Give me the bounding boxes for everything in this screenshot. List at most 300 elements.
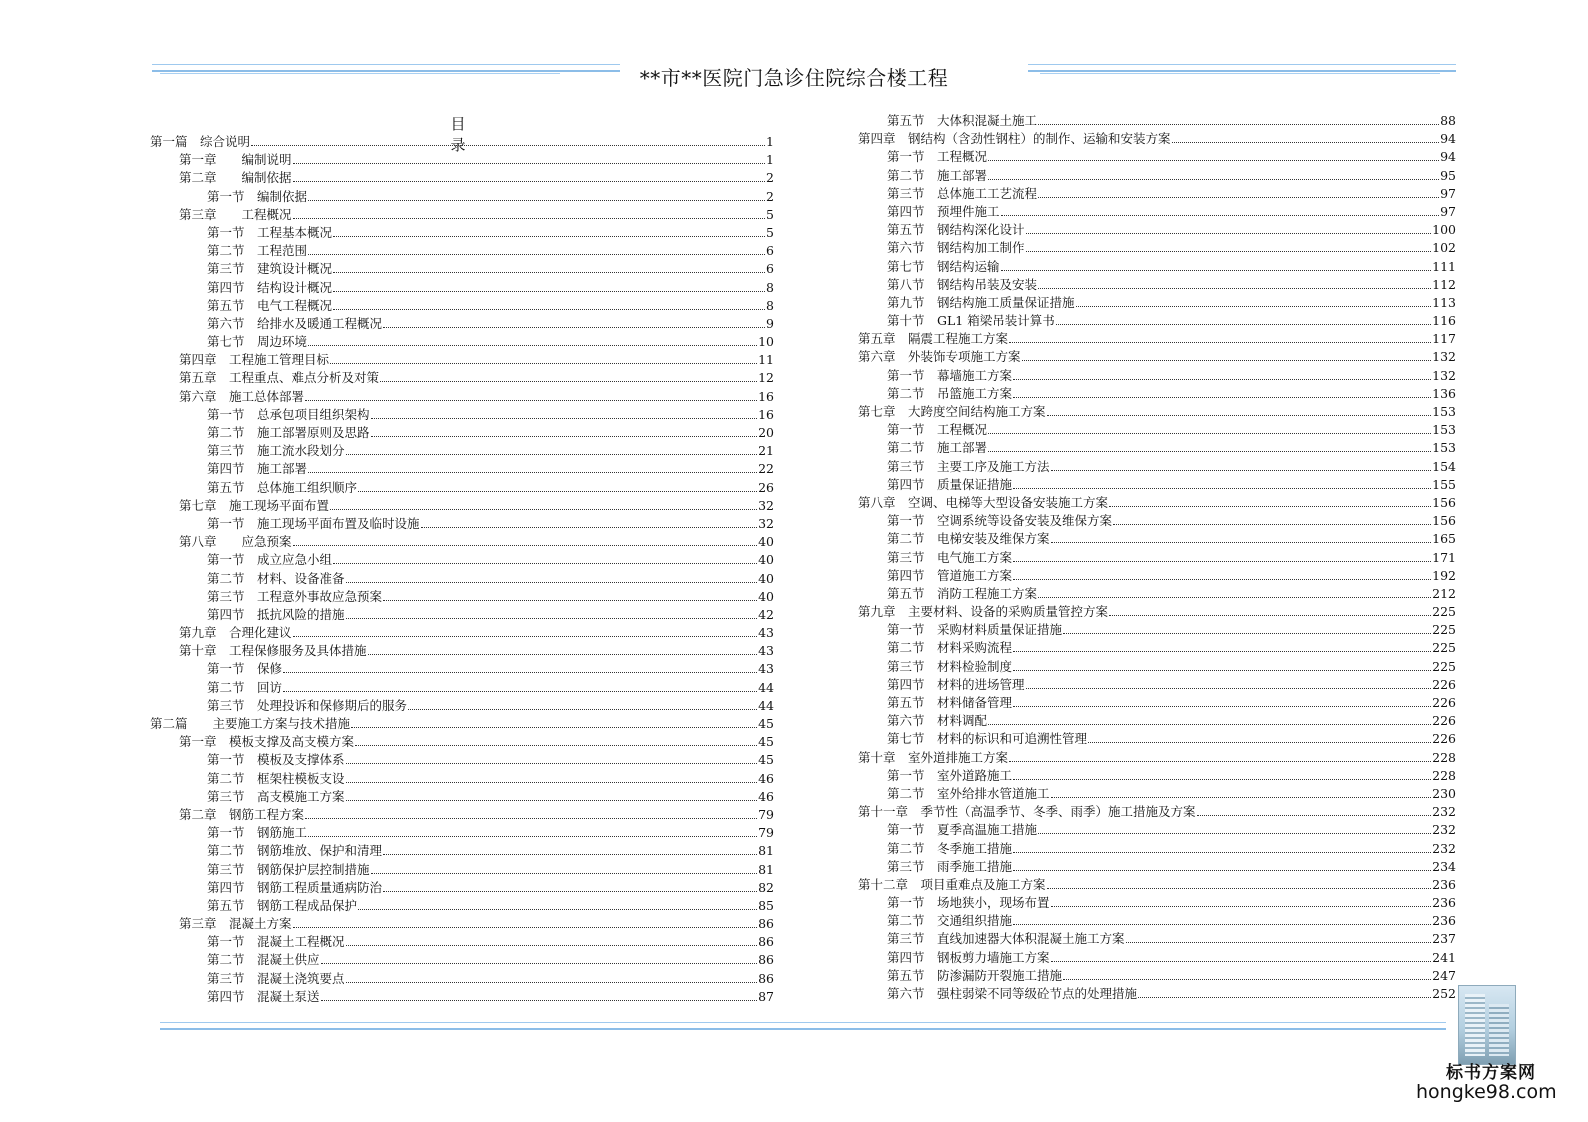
toc-entry-page: 116 — [1432, 313, 1456, 329]
toc-entry[interactable] — [858, 421, 1456, 439]
toc-entry-label: 第一节 室外道路施工 — [887, 767, 1013, 783]
toc-entry[interactable] — [858, 967, 1456, 985]
toc-leader-dots — [351, 727, 757, 728]
toc-entry-page: 86 — [758, 916, 774, 932]
toc-leader-dots — [1038, 597, 1431, 598]
toc-entry-page: 22 — [758, 461, 774, 477]
toc-entry-label: 第五章 工程重点、难点分析及对策 — [179, 370, 380, 386]
toc-entry-page: 10 — [758, 334, 774, 350]
toc-entry[interactable] — [150, 715, 774, 733]
toc-entry-label: 第三节 钢筋保护层控制措施 — [207, 861, 370, 877]
toc-entry[interactable] — [858, 894, 1456, 912]
toc-entry-label: 第二节 吊篮施工方案 — [887, 385, 1013, 401]
toc-entry[interactable] — [858, 621, 1456, 639]
toc-entry[interactable] — [858, 694, 1456, 712]
toc-entry-page: 32 — [758, 497, 774, 513]
toc-entry-label: 第九节 钢结构施工质量保证措施 — [887, 294, 1075, 310]
toc-entry[interactable] — [150, 497, 774, 515]
toc-entry-label: 第五节 材料储备管理 — [887, 695, 1013, 710]
toc-entry[interactable] — [150, 206, 774, 224]
toc-entry[interactable] — [150, 369, 774, 387]
toc-entry-label: 第六节 给排水及暖通工程概况 — [207, 315, 383, 331]
toc-right-column — [858, 112, 1456, 1003]
toc-entry[interactable] — [858, 239, 1456, 257]
toc-entry-label: 第二章 钢筋工程方案 — [179, 806, 305, 822]
toc-entry-label: 第五节 总体施工组织顺序 — [207, 479, 358, 495]
toc-entry[interactable] — [858, 785, 1456, 803]
toc-entry-page: 79 — [758, 806, 774, 822]
toc-leader-dots — [1013, 488, 1431, 489]
toc-entry[interactable] — [150, 297, 774, 315]
toc-entry[interactable] — [150, 751, 774, 769]
toc-entry-page: 225 — [1432, 658, 1456, 674]
toc-entry-page: 153 — [1432, 440, 1456, 456]
toc-entry[interactable] — [150, 897, 774, 915]
toc-leader-dots — [1088, 742, 1431, 743]
toc-entry-label: 第五节 消防工程施工方案 — [887, 585, 1038, 601]
toc-leader-dots — [346, 782, 758, 783]
toc-entry-page: 117 — [1432, 331, 1456, 347]
toc-entry[interactable] — [150, 260, 774, 278]
toc-leader-dots — [1047, 415, 1432, 416]
toc-entry-label: 第二节 施工部署 — [887, 440, 988, 456]
toc-entry[interactable] — [150, 279, 774, 297]
toc-entry[interactable] — [858, 221, 1456, 239]
toc-entry[interactable] — [150, 970, 774, 988]
toc-entry[interactable] — [858, 276, 1456, 294]
toc-entry[interactable] — [858, 167, 1456, 185]
toc-entry[interactable] — [858, 639, 1456, 657]
toc-entry-label: 第四节 抵抗风险的措施 — [207, 606, 345, 622]
toc-entry-label: 第三节 雨季施工措施 — [887, 858, 1013, 874]
toc-entry-page: 9 — [766, 315, 774, 331]
toc-entry-label: 第五节 大体积混凝土施工 — [887, 113, 1038, 128]
toc-entry-page: 226 — [1432, 731, 1456, 747]
toc-leader-dots — [1138, 997, 1431, 998]
toc-entry-label: 第二节 冬季施工措施 — [887, 840, 1013, 856]
toc-entry[interactable] — [858, 130, 1456, 148]
toc-entry[interactable] — [150, 424, 774, 442]
toc-entry-label: 第四节 材料的进场管理 — [887, 676, 1025, 692]
toc-entry-label: 第五章 隔震工程施工方案 — [858, 331, 1009, 347]
toc-entry-page: 46 — [758, 788, 774, 804]
toc-entry-label: 第四节 管道施工方案 — [887, 567, 1013, 583]
toc-entry[interactable] — [150, 224, 774, 242]
toc-entry-page: 102 — [1432, 240, 1456, 256]
toc-entry-label: 第二节 交通组织措施 — [887, 913, 1013, 929]
toc-leader-dots — [1056, 324, 1431, 325]
logo-url: hongke98.com — [1416, 1081, 1557, 1103]
toc-entry-page: 228 — [1432, 767, 1456, 783]
toc-entry-label: 第一节 幕墙施工方案 — [887, 367, 1013, 383]
toc-entry[interactable] — [150, 915, 774, 933]
toc-entry[interactable] — [858, 439, 1456, 457]
toc-leader-dots — [1038, 124, 1439, 125]
toc-entry-page: 86 — [758, 970, 774, 986]
toc-entry[interactable] — [858, 348, 1456, 366]
toc-entry-label: 第七章 大跨度空间结构施工方案 — [858, 404, 1046, 419]
toc-leader-dots — [988, 724, 1431, 725]
toc-entry-page: 111 — [1432, 258, 1456, 274]
toc-entry[interactable] — [858, 603, 1456, 621]
toc-entry-page: 156 — [1432, 494, 1456, 510]
toc-entry[interactable] — [858, 403, 1456, 421]
toc-leader-dots — [988, 433, 1431, 434]
toc-entry-page: 11 — [758, 352, 774, 368]
toc-entry-page: 45 — [758, 734, 774, 750]
toc-entry-label: 第二节 施工部署原则及思路 — [207, 425, 370, 440]
toc-entry-label: 第二篇 主要施工方案与技术措施 — [150, 716, 351, 731]
toc-entry-page: 88 — [1440, 113, 1456, 128]
toc-entry-page: 97 — [1440, 185, 1456, 201]
toc-entry-page: 86 — [758, 952, 774, 968]
toc-entry[interactable] — [858, 767, 1456, 785]
toc-entry-page: 232 — [1432, 822, 1456, 838]
toc-leader-dots — [1013, 379, 1431, 380]
toc-entry-label: 第一节 混凝土工程概况 — [207, 934, 345, 950]
toc-entry-label: 第二节 回访 — [207, 679, 283, 695]
toc-leader-dots — [383, 891, 757, 892]
toc-entry-label: 第三节 主要工序及施工方法 — [887, 458, 1050, 474]
toc-leader-dots — [1038, 833, 1431, 834]
toc-entry-page: 192 — [1432, 567, 1456, 583]
toc-entry-page: 171 — [1432, 549, 1456, 565]
toc-entry[interactable] — [150, 406, 774, 424]
toc-entry[interactable] — [858, 530, 1456, 548]
toc-entry-label: 第一章 模板支撑及高支模方案 — [179, 734, 355, 750]
toc-entry[interactable] — [150, 861, 774, 879]
toc-entry-label: 第五节 电气工程概况 — [207, 297, 333, 313]
toc-entry[interactable] — [858, 476, 1456, 494]
toc-entry[interactable] — [150, 169, 774, 187]
toc-entry[interactable] — [150, 606, 774, 624]
toc-entry[interactable] — [858, 385, 1456, 403]
toc-entry-label: 第十章 工程保修服务及具体措施 — [179, 643, 367, 659]
toc-leader-dots — [1051, 906, 1432, 907]
toc-entry[interactable] — [150, 933, 774, 951]
toc-entry-label: 第二节 施工部署 — [887, 167, 988, 183]
toc-leader-dots — [1013, 561, 1431, 562]
toc-entry-page: 153 — [1432, 404, 1456, 419]
toc-leader-dots — [383, 327, 765, 328]
toc-entry-label: 第一节 工程概况 — [887, 149, 988, 165]
toc-entry[interactable] — [150, 570, 774, 588]
toc-entry[interactable] — [150, 679, 774, 697]
toc-leader-dots — [333, 309, 765, 310]
toc-entry[interactable] — [150, 588, 774, 606]
toc-entry-label: 第三节 高支模施工方案 — [207, 788, 345, 804]
toc-entry[interactable] — [858, 185, 1456, 203]
toc-leader-dots — [346, 618, 758, 619]
toc-leader-dots — [988, 179, 1439, 180]
building-image — [1458, 985, 1516, 1065]
toc-entry[interactable] — [150, 733, 774, 751]
toc-entry[interactable] — [858, 258, 1456, 276]
toc-entry-label: 第一篇 综合说明 — [150, 134, 251, 149]
toc-entry-page: 6 — [766, 261, 774, 277]
toc-entry-page: 232 — [1432, 804, 1456, 820]
toc-entry[interactable] — [150, 788, 774, 806]
toc-leader-dots — [355, 745, 757, 746]
toc-entry-page: 16 — [758, 406, 774, 422]
toc-entry[interactable] — [150, 624, 774, 642]
toc-entry-page: 226 — [1432, 676, 1456, 692]
toc-entry-label: 第八章 应急预案 — [179, 534, 292, 550]
toc-leader-dots — [1013, 706, 1431, 707]
toc-leader-dots — [1013, 651, 1431, 652]
toc-entry-page: 21 — [758, 443, 774, 459]
toc-entry[interactable] — [150, 770, 774, 788]
toc-leader-dots — [283, 691, 757, 692]
toc-entry[interactable] — [858, 876, 1456, 894]
toc-entry[interactable] — [858, 676, 1456, 694]
toc-leader-dots — [346, 763, 758, 764]
toc-entry-page: 40 — [758, 534, 774, 550]
toc-entry-page: 153 — [1432, 422, 1456, 438]
toc-entry-label: 第一章 编制说明 — [179, 152, 292, 168]
toc-entry-page: 230 — [1432, 785, 1456, 801]
toc-entry[interactable] — [858, 512, 1456, 530]
toc-entry[interactable] — [150, 879, 774, 897]
toc-leader-dots — [333, 236, 765, 237]
toc-entry-label: 第三节 电气施工方案 — [887, 549, 1013, 565]
toc-entry[interactable] — [858, 458, 1456, 476]
toc-entry[interactable] — [858, 294, 1456, 312]
toc-entry-page: 5 — [766, 206, 774, 222]
toc-leader-dots — [293, 636, 758, 637]
toc-entry[interactable] — [150, 315, 774, 333]
toc-entry[interactable] — [150, 133, 774, 151]
toc-entry[interactable] — [150, 151, 774, 169]
toc-entry[interactable] — [150, 188, 774, 206]
toc-entry-page: 247 — [1432, 967, 1456, 983]
toc-entry[interactable] — [150, 351, 774, 369]
toc-leader-dots — [1038, 288, 1431, 289]
toc-entry-label: 第一节 夏季高温施工措施 — [887, 822, 1038, 838]
toc-entry[interactable] — [858, 367, 1456, 385]
toc-leader-dots — [1026, 688, 1432, 689]
toc-entry-label: 第二节 框架柱模板支设 — [207, 770, 345, 786]
toc-entry-page: 2 — [766, 170, 774, 186]
toc-leader-dots — [380, 381, 757, 382]
toc-entry-page: 6 — [766, 243, 774, 259]
toc-entry[interactable] — [150, 442, 774, 460]
toc-entry-page: 86 — [758, 934, 774, 950]
toc-entry-page: 8 — [766, 297, 774, 313]
toc-leader-dots — [293, 218, 766, 219]
toc-entry[interactable] — [150, 697, 774, 715]
toc-entry-label: 第二节 钢筋堆放、保护和清理 — [207, 843, 383, 859]
toc-entry-label: 第二节 材料采购流程 — [887, 640, 1013, 656]
toc-entry-page: 45 — [758, 716, 774, 731]
toc-leader-dots — [293, 181, 766, 182]
logo-name: 标书方案网 — [1446, 1063, 1536, 1083]
toc-entry[interactable] — [858, 858, 1456, 876]
toc-entry[interactable] — [858, 930, 1456, 948]
toc-entry[interactable] — [858, 840, 1456, 858]
toc-leader-dots — [346, 800, 758, 801]
toc-entry-label: 第一节 工程基本概况 — [207, 224, 333, 240]
toc-entry-page: 234 — [1432, 858, 1456, 874]
toc-entry[interactable] — [858, 821, 1456, 839]
toc-entry[interactable] — [150, 551, 774, 569]
toc-entry-label: 第一节 编制依据 — [207, 188, 308, 204]
toc-entry-page: 40 — [758, 570, 774, 586]
toc-leader-dots — [1001, 215, 1440, 216]
toc-entry-page: 228 — [1432, 749, 1456, 765]
toc-entry-label: 第七节 钢结构运输 — [887, 258, 1000, 274]
toc-leader-dots — [1009, 761, 1431, 762]
toc-entry-label: 第六节 材料调配 — [887, 713, 988, 729]
toc-entry[interactable] — [858, 803, 1456, 821]
toc-entry[interactable] — [150, 388, 774, 406]
toc-entry-page: 42 — [758, 606, 774, 622]
toc-entry[interactable] — [150, 660, 774, 678]
toc-entry-label: 第一节 总承包项目组织架构 — [207, 406, 370, 422]
toc-entry[interactable] — [150, 806, 774, 824]
toc-entry-label: 第十二章 项目重难点及施工方案 — [858, 876, 1046, 892]
toc-entry-page: 16 — [758, 388, 774, 404]
toc-entry-page: 225 — [1432, 640, 1456, 656]
toc-entry[interactable] — [150, 333, 774, 351]
toc-entry-label: 第一节 钢筋施工 — [207, 825, 308, 841]
toc-leader-dots — [1051, 961, 1432, 962]
toc-entry[interactable] — [858, 549, 1456, 567]
toc-entry[interactable] — [150, 479, 774, 497]
toc-entry-label: 第四节 钢筋工程质量通病防治 — [207, 879, 383, 895]
toc-entry-page: 155 — [1432, 476, 1456, 492]
toc-entry-label: 第四节 结构设计概况 — [207, 279, 333, 295]
toc-entry-page: 1 — [766, 134, 774, 149]
toc-entry[interactable] — [858, 658, 1456, 676]
toc-entry-page: 100 — [1432, 222, 1456, 238]
toc-entry[interactable] — [858, 112, 1456, 130]
toc-leader-dots — [346, 982, 758, 983]
toc-leader-dots — [321, 1000, 758, 1001]
toc-entry[interactable] — [858, 730, 1456, 748]
toc-entry-page: 225 — [1432, 604, 1456, 620]
toc-entry-page: 1 — [766, 152, 774, 168]
toc-entry-label: 第三章 工程概况 — [179, 206, 292, 222]
toc-entry-page: 154 — [1432, 458, 1456, 474]
toc-leader-dots — [1001, 270, 1432, 271]
toc-leader-dots — [1051, 797, 1432, 798]
toc-entry-page: 252 — [1432, 986, 1456, 1001]
toc-leader-dots — [1013, 870, 1431, 871]
toc-entry-page: 94 — [1440, 149, 1456, 165]
toc-leader-dots — [1051, 542, 1432, 543]
footer-rule — [160, 1022, 1446, 1030]
toc-entry[interactable] — [858, 148, 1456, 166]
toc-entry-label: 第七章 施工现场平面布置 — [179, 497, 330, 513]
toc-entry[interactable] — [858, 585, 1456, 603]
toc-leader-dots — [421, 527, 758, 528]
toc-leader-dots — [383, 600, 757, 601]
toc-entry-label: 第二章 编制依据 — [179, 170, 292, 186]
toc-entry[interactable] — [150, 951, 774, 969]
toc-leader-dots — [293, 163, 766, 164]
toc-entry[interactable] — [150, 515, 774, 533]
toc-entry-page: 45 — [758, 752, 774, 768]
toc-entry[interactable] — [150, 242, 774, 260]
toc-entry-page: 87 — [758, 988, 774, 1004]
toc-entry-page: 12 — [758, 370, 774, 386]
toc-entry-label: 第三节 施工流水段划分 — [207, 443, 345, 459]
toc-entry-label: 第二节 室外给排水管道施工 — [887, 785, 1050, 801]
toc-leader-dots — [371, 418, 758, 419]
toc-leader-dots — [1013, 670, 1431, 671]
toc-entry[interactable] — [858, 985, 1456, 1003]
toc-entry-label: 第一节 保修 — [207, 661, 283, 677]
toc-leader-dots — [346, 945, 758, 946]
toc-entry[interactable] — [858, 949, 1456, 967]
toc-entry-label: 第九章 合理化建议 — [179, 625, 292, 641]
toc-leader-dots — [988, 451, 1431, 452]
toc-entry-label: 第一节 场地狭小，现场布置 — [887, 895, 1050, 911]
toc-entry[interactable] — [150, 988, 774, 1006]
toc-leader-dots — [1009, 342, 1431, 343]
toc-entry-label: 第七节 周边环境 — [207, 334, 308, 350]
toc-entry-label: 第二节 电梯安装及维保方案 — [887, 531, 1050, 547]
toc-entry[interactable] — [150, 460, 774, 478]
toc-entry-label: 第七节 材料的标识和可追溯性管理 — [887, 731, 1088, 747]
toc-entry-page: 46 — [758, 770, 774, 786]
toc-leader-dots — [383, 854, 757, 855]
toc-leader-dots — [283, 672, 757, 673]
toc-entry-label: 第二节 混凝土供应 — [207, 952, 320, 968]
toc-leader-dots — [368, 654, 758, 655]
toc-leader-dots — [988, 160, 1439, 161]
toc-leader-dots — [308, 254, 765, 255]
toc-leader-dots — [1076, 306, 1432, 307]
toc-entry-label: 第一节 工程概况 — [887, 422, 988, 438]
toc-leader-dots — [333, 563, 757, 564]
toc-entry-label: 第五节 钢筋工程成品保护 — [207, 897, 358, 913]
toc-leader-dots — [1026, 233, 1432, 234]
toc-entry[interactable] — [150, 842, 774, 860]
toc-entry[interactable] — [858, 912, 1456, 930]
toc-entry-page: 32 — [758, 515, 774, 531]
toc-entry[interactable] — [858, 312, 1456, 330]
toc-entry[interactable] — [150, 824, 774, 842]
toc-entry[interactable] — [858, 567, 1456, 585]
toc-entry[interactable] — [858, 330, 1456, 348]
toc-leader-dots — [1013, 397, 1431, 398]
toc-leader-dots — [330, 363, 757, 364]
toc-entry-label: 第六节 钢结构加工制作 — [887, 240, 1025, 256]
toc-entry[interactable] — [150, 533, 774, 551]
toc-entry-page: 40 — [758, 588, 774, 604]
toc-leader-dots — [1109, 506, 1431, 507]
toc-entry-page: 81 — [758, 843, 774, 859]
toc-entry-label: 第四节 混凝土泵送 — [207, 988, 320, 1004]
toc-entry-label: 第一节 采购材料质量保证措施 — [887, 622, 1063, 638]
toc-entry-label: 第四节 质量保证措施 — [887, 476, 1013, 492]
toc-entry[interactable] — [150, 642, 774, 660]
toc-entry[interactable] — [858, 749, 1456, 767]
toc-leader-dots — [1013, 924, 1431, 925]
toc-entry-page: 44 — [758, 679, 774, 695]
toc-leader-dots — [333, 272, 765, 273]
toc-left-column — [150, 133, 774, 1006]
toc-entry[interactable] — [858, 712, 1456, 730]
toc-heading: 目 录 — [450, 115, 480, 154]
toc-entry-page: 237 — [1432, 931, 1456, 947]
toc-entry-page: 236 — [1432, 913, 1456, 929]
toc-entry-page: 44 — [758, 697, 774, 713]
toc-entry[interactable] — [858, 203, 1456, 221]
toc-entry[interactable] — [858, 494, 1456, 512]
